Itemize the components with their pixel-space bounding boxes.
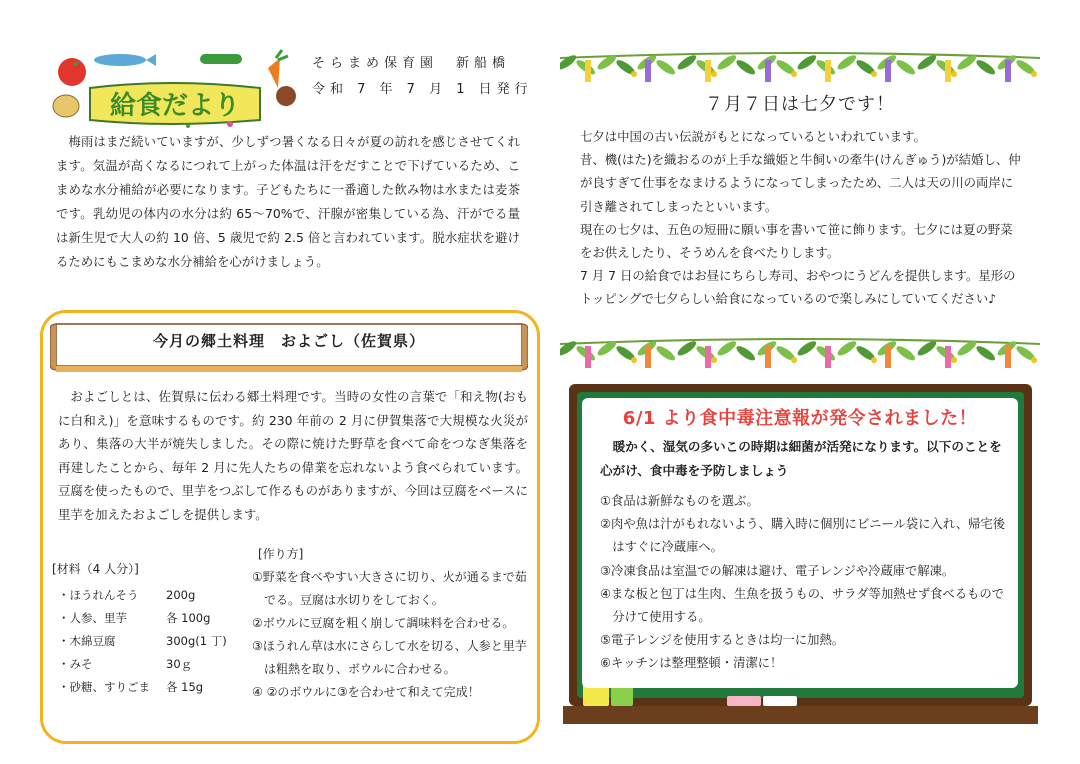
tanzaku-icon bbox=[825, 60, 831, 82]
logo-text: 給食だより bbox=[109, 91, 241, 121]
tanzaku-icon bbox=[885, 346, 891, 368]
tanzaku-icon bbox=[765, 346, 771, 368]
steps-list bbox=[252, 566, 534, 704]
bamboo-leaf-icon bbox=[974, 344, 997, 363]
food-poisoning-lead: 暖かく、湿気の多いこの時期は細菌が活発になります。以下のことを心がけ、食中毒を予防しましょう bbox=[600, 439, 1002, 478]
bamboo-leaf-icon bbox=[894, 344, 917, 363]
prevention-item: ⑥キッチンは整理整頓・清潔に！ bbox=[600, 656, 783, 671]
tanzaku-icon bbox=[585, 346, 591, 368]
tomato-icon bbox=[58, 58, 86, 86]
cucumber-icon bbox=[200, 54, 242, 64]
bamboo-leaf-icon bbox=[836, 53, 859, 72]
tanabata-paragraph: 現在の七夕は、五色の短冊に願い事を書いて笹に飾ります。七夕には夏の野菜をお供えしたり、そうめんを食べたりします。 bbox=[580, 221, 1013, 261]
star-icon bbox=[871, 71, 877, 77]
bamboo-leaf-icon bbox=[916, 53, 939, 72]
bamboo-leaf-icon bbox=[836, 339, 859, 358]
step-item: ②ボウルに豆腐を粗く崩して調味料を合わせる。 bbox=[252, 616, 515, 630]
bamboo-leaf-icon bbox=[734, 58, 757, 77]
local-dish-title: 今月の郷土料理 およごし（佐賀県） bbox=[152, 332, 425, 350]
star-icon bbox=[1031, 357, 1037, 363]
bamboo-garland-bottom bbox=[560, 330, 1040, 372]
tanzaku-icon bbox=[945, 60, 951, 82]
school-name: そらまめ保育園 新船橋 bbox=[312, 56, 511, 71]
bamboo-leaf-icon bbox=[654, 344, 677, 363]
tanzaku-icon bbox=[705, 60, 711, 82]
tanzaku-icon bbox=[645, 60, 651, 82]
star-icon bbox=[711, 71, 717, 77]
food-poisoning-title: 6/1 より食中毒注意報が発令されました！ bbox=[622, 408, 978, 429]
carrot-icon bbox=[268, 58, 280, 88]
tanzaku-icon bbox=[645, 346, 651, 368]
chalk-tray bbox=[563, 706, 1038, 724]
local-dish-description: およごしとは、佐賀県に伝わる郷土料理です。当時の女性の言葉で「和え物(おもに白和え)」を意味するものです。約 230 年前の 2 月に伊賀集落で大規模な火災があり、集落の大半が焼失しました。その際に焼けた野草を食べて命をつなぎ集落を再建したことから、毎年 2 月に先人たちの偉業を忘れないよう食べられています。豆腐を使ったもので、里芋をつぶして作るものがありますが、今回は豆腐をベースに里芋を加えたおよごしを提供します。 bbox=[58, 389, 528, 522]
tanzaku-icon bbox=[585, 60, 591, 82]
prevention-item: ③冷凍食品は室温での解凍は避け、電子レンジや冷蔵庫で解凍。 bbox=[600, 563, 955, 578]
bamboo-leaf-icon bbox=[676, 53, 699, 72]
tanabata-paragraph: 7 月 7 日の給食ではお昼にちらし寿司、おやつにうどんを提供します。星形のトッピングで七夕らしい給食になっているので楽しみにしていてください♪ bbox=[580, 268, 1016, 307]
tanzaku-icon bbox=[705, 346, 711, 368]
prevention-item: ②肉や魚は汁がもれないよう、購入時に個別にビニール袋に入れ、帰宅後はすぐに冷蔵庫へ。 bbox=[600, 517, 1006, 555]
star-icon bbox=[711, 357, 717, 363]
chalk-white-icon bbox=[763, 696, 797, 706]
tanabata-paragraph: 七夕は中国の古い伝説がもとになっているといわれています。 bbox=[580, 129, 926, 144]
ingredient-item: ・砂糖、すりごま 各 15g bbox=[58, 680, 204, 694]
ingredient-item: ・木綿豆腐 300g(1 丁) bbox=[58, 634, 227, 648]
bamboo-leaf-icon bbox=[560, 53, 578, 72]
step-item: ③ほうれん草は水にさらして水を切る、人参と里芋は粗熱を取り、ボウルに合わせる。 bbox=[252, 639, 527, 676]
bamboo-leaf-icon bbox=[676, 339, 699, 358]
tanabata-paragraph: 昔、機(はた)を織おるのが上手な織姫と牛飼いの牽牛(けんぎゅう)が結婚し、仲が良すぎて仕事をなまけるようになってしまったため、二人は天の川の両岸に引き離されてしまったといいます。 bbox=[580, 152, 1021, 214]
ingredients-list bbox=[58, 584, 258, 699]
bamboo-leaf-icon bbox=[716, 53, 739, 72]
star-icon bbox=[951, 71, 957, 77]
issue-date: 令和 7 年 7 月 1 日発行 bbox=[312, 82, 533, 97]
bamboo-leaf-icon bbox=[734, 344, 757, 363]
prevention-item: ①食品は新鮮なものを選ぶ。 bbox=[600, 494, 759, 508]
steps-heading: [作り方] bbox=[258, 547, 304, 561]
onion-icon bbox=[53, 95, 79, 117]
prevention-item: ④まな板と包丁は生肉、生魚を扱うもの、サラダ等加熱せず食べるもので分けて使用する。 bbox=[600, 586, 1004, 625]
intro-paragraph: 梅雨はまだ続いていますが、少しずつ暑くなる日々が夏の訪れを感じさせてくれます。気温が高くなるにつれて上がった体温は汗をだすことで下げているため、こまめな水分補給が必要になります。子どもたちに一番適した飲み物は水または麦茶です。乳幼児の体内の水分は約 65～70%で、汗腺が密集している為、汗がでる量は新生児で大人の約 10 倍、5 歳児で約 2.5 倍と言われています。脱水症状を避けるためにもこまめな水分補給を心がけましょう。 bbox=[56, 134, 520, 269]
bamboo-leaf-icon bbox=[916, 339, 939, 358]
star-icon bbox=[871, 357, 877, 363]
ingredient-item: ・みそ 30ｇ bbox=[58, 657, 193, 671]
chalk-pink-icon bbox=[727, 696, 761, 706]
bamboo-leaf-icon bbox=[974, 58, 997, 77]
bamboo-leaf-icon bbox=[796, 53, 819, 72]
ingredient-item: ・ほうれんそう 200g bbox=[58, 588, 196, 602]
tanzaku-icon bbox=[885, 60, 891, 82]
bamboo-leaf-icon bbox=[894, 58, 917, 77]
star-icon bbox=[631, 71, 637, 77]
tanzaku-icon bbox=[1005, 60, 1011, 82]
star-icon bbox=[631, 357, 637, 363]
tanzaku-icon bbox=[825, 346, 831, 368]
tanabata-title: ７月７日は七夕です！ bbox=[705, 94, 895, 115]
star-icon bbox=[1031, 71, 1037, 77]
bamboo-leaf-icon bbox=[716, 339, 739, 358]
star-icon bbox=[791, 357, 797, 363]
tanabata-text bbox=[580, 125, 1025, 311]
bamboo-leaf-icon bbox=[654, 58, 677, 77]
ingredients-heading: [材料（4 人分）] bbox=[52, 562, 139, 576]
fish-icon bbox=[94, 54, 146, 66]
ingredient-item: ・人参、里芋 各 100g bbox=[58, 611, 211, 625]
step-item: ④ ②のボウルに③を合わせて和えて完成！ bbox=[252, 685, 480, 699]
tanzaku-icon bbox=[945, 346, 951, 368]
star-icon bbox=[951, 357, 957, 363]
mushroom-icon bbox=[276, 86, 296, 106]
prevention-item: ⑤電子レンジを使用するときは均一に加熱。 bbox=[600, 633, 845, 648]
star-icon bbox=[791, 71, 797, 77]
prevention-list bbox=[600, 490, 1015, 676]
step-item: ①野菜を食べやすい大きさに切り、火が通るまで茹でる。豆腐は水切りをしておく。 bbox=[252, 570, 527, 607]
kyushoku-dayori-logo bbox=[50, 48, 300, 128]
tanzaku-icon bbox=[765, 60, 771, 82]
bamboo-leaf-icon bbox=[796, 339, 819, 358]
tanzaku-icon bbox=[1005, 346, 1011, 368]
bamboo-leaf-icon bbox=[560, 339, 578, 358]
bamboo-garland-top bbox=[560, 44, 1040, 86]
